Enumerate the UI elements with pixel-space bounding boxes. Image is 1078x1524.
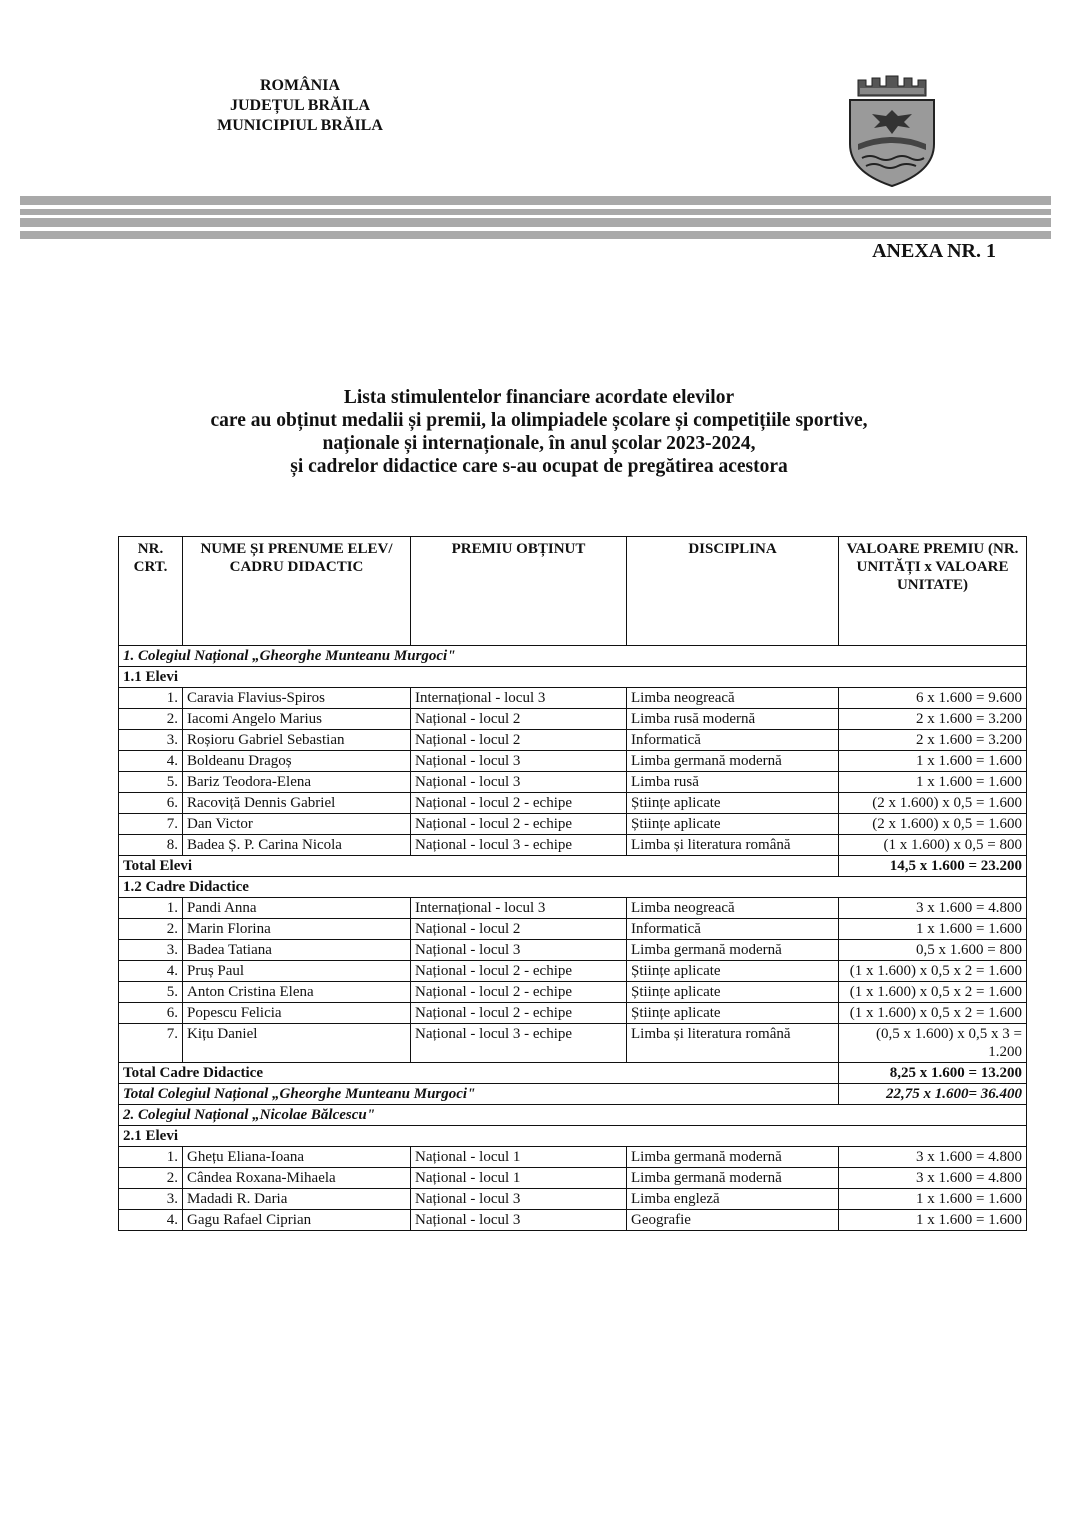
cell-value: 6 x 1.600 = 9.600	[839, 688, 1027, 709]
cell-prize: Național - locul 2 - echipe	[411, 793, 627, 814]
subsection-label: 1.2 Cadre Didactice	[119, 877, 1027, 898]
cell-nr: 6.	[119, 1003, 183, 1024]
braila-coat-of-arms	[844, 74, 940, 188]
title-line-1: Lista stimulentelor financiare acordate elevilor	[343, 387, 735, 408]
cell-name: Gagu Rafael Ciprian	[183, 1210, 411, 1231]
awards-table	[118, 536, 1027, 1231]
cell-nr: 1.	[119, 898, 183, 919]
table-row	[119, 751, 1027, 772]
cell-value: 2 x 1.600 = 3.200	[839, 709, 1027, 730]
total-students-value: 14,5 x 1.600 = 23.200	[839, 856, 1027, 877]
cell-discipline: Științe aplicate	[627, 814, 839, 835]
table-row	[119, 961, 1027, 982]
cell-name: Kițu Daniel	[183, 1024, 411, 1063]
cell-value: 1 x 1.600 = 1.600	[839, 1189, 1027, 1210]
title-line-4: și cadrelor didactice care s-au ocupat de pregătirea acestora	[290, 456, 788, 477]
header-discipline: DISCIPLINA	[627, 537, 839, 646]
cell-discipline: Limba și literatura română	[627, 835, 839, 856]
cell-nr: 4.	[119, 1210, 183, 1231]
table-row	[119, 1003, 1027, 1024]
cell-value: 3 x 1.600 = 4.800	[839, 1147, 1027, 1168]
cell-value: (2 x 1.600) x 0,5 = 1.600	[839, 793, 1027, 814]
cell-value: 1 x 1.600 = 1.600	[839, 751, 1027, 772]
cell-nr: 2.	[119, 709, 183, 730]
cell-nr: 2.	[119, 919, 183, 940]
cell-nr: 4.	[119, 961, 183, 982]
cell-prize: Internațional - locul 3	[411, 898, 627, 919]
cell-value: 0,5 x 1.600 = 800	[839, 940, 1027, 961]
header-municipality: MUNICIPIUL BRĂILA	[217, 117, 383, 134]
cell-value: 2 x 1.600 = 3.200	[839, 730, 1027, 751]
table-row	[119, 982, 1027, 1003]
school-section-row	[119, 646, 1027, 667]
cell-discipline: Științe aplicate	[627, 982, 839, 1003]
table-row	[119, 793, 1027, 814]
cell-discipline: Limba germană modernă	[627, 940, 839, 961]
institution-header	[200, 76, 400, 136]
cell-prize: Național - locul 1	[411, 1147, 627, 1168]
total-students-label: Total Elevi	[119, 856, 839, 877]
cell-discipline: Limba rusă modernă	[627, 709, 839, 730]
table-row	[119, 919, 1027, 940]
cell-value: 3 x 1.600 = 4.800	[839, 898, 1027, 919]
cell-value: (1 x 1.600) x 0,5 x 2 = 1.600	[839, 1003, 1027, 1024]
cell-name: Pandi Anna	[183, 898, 411, 919]
table-row	[119, 772, 1027, 793]
subsection-row	[119, 667, 1027, 688]
cell-name: Ghețu Eliana-Ioana	[183, 1147, 411, 1168]
cell-prize: Național - locul 3	[411, 772, 627, 793]
cell-discipline: Limba germană modernă	[627, 751, 839, 772]
table-row	[119, 814, 1027, 835]
cell-prize: Național - locul 2 - echipe	[411, 982, 627, 1003]
cell-prize: Național - locul 1	[411, 1168, 627, 1189]
cell-value: 1 x 1.600 = 1.600	[839, 1210, 1027, 1231]
total-teachers-value: 8,25 x 1.600 = 13.200	[839, 1063, 1027, 1084]
cell-name: Dan Victor	[183, 814, 411, 835]
cell-name: Anton Cristina Elena	[183, 982, 411, 1003]
cell-discipline: Informatică	[627, 730, 839, 751]
title-line-3: naționale și internaționale, în anul școlar 2023-2024,	[322, 433, 756, 454]
subsection-label: 2.1 Elevi	[119, 1126, 1027, 1147]
cell-name: Iacomi Angelo Marius	[183, 709, 411, 730]
cell-name: Popescu Felicia	[183, 1003, 411, 1024]
cell-discipline: Limba rusă	[627, 772, 839, 793]
cell-nr: 2.	[119, 1168, 183, 1189]
cell-name: Madadi R. Daria	[183, 1189, 411, 1210]
cell-name: Caravia Flavius-Spiros	[183, 688, 411, 709]
cell-discipline: Științe aplicate	[627, 1003, 839, 1024]
table-row	[119, 835, 1027, 856]
cell-prize: Național - locul 3	[411, 1210, 627, 1231]
header-country: ROMÂNIA	[260, 77, 340, 94]
header-name: NUME ȘI PRENUME ELEV/ CADRU DIDACTIC	[183, 537, 411, 646]
total-row	[119, 1063, 1027, 1084]
cell-prize: Național - locul 3 - echipe	[411, 835, 627, 856]
cell-nr: 3.	[119, 940, 183, 961]
cell-prize: Național - locul 2 - echipe	[411, 961, 627, 982]
table-row	[119, 898, 1027, 919]
header-county: JUDEȚUL BRĂILA	[229, 97, 371, 114]
cell-value: (2 x 1.600) x 0,5 = 1.600	[839, 814, 1027, 835]
table-row	[119, 730, 1027, 751]
header-decorative-bands	[20, 196, 1051, 239]
cell-name: Bariz Teodora-Elena	[183, 772, 411, 793]
subsection-row	[119, 1126, 1027, 1147]
cell-prize: Național - locul 2	[411, 709, 627, 730]
cell-discipline: Limba germană modernă	[627, 1147, 839, 1168]
annex-number: ANEXA NR. 1	[872, 240, 996, 262]
cell-value: (1 x 1.600) x 0,5 = 800	[839, 835, 1027, 856]
school-total-row	[119, 1084, 1027, 1105]
cell-value: 1 x 1.600 = 1.600	[839, 919, 1027, 940]
cell-name: Roșioru Gabriel Sebastian	[183, 730, 411, 751]
cell-prize: Național - locul 2	[411, 730, 627, 751]
cell-name: Pruș Paul	[183, 961, 411, 982]
cell-discipline: Informatică	[627, 919, 839, 940]
cell-discipline: Geografie	[627, 1210, 839, 1231]
cell-nr: 5.	[119, 982, 183, 1003]
cell-name: Racoviță Dennis Gabriel	[183, 793, 411, 814]
school-section-row	[119, 1105, 1027, 1126]
cell-value: 3 x 1.600 = 4.800	[839, 1168, 1027, 1189]
total-row	[119, 856, 1027, 877]
header-nr: NR. CRT.	[119, 537, 183, 646]
cell-nr: 4.	[119, 751, 183, 772]
cell-name: Boldeanu Dragoș	[183, 751, 411, 772]
school-total-label: Total Colegiul Național „Gheorghe Munteanu Murgoci"	[119, 1084, 839, 1105]
table-row	[119, 1210, 1027, 1231]
subsection-label: 1.1 Elevi	[119, 667, 1027, 688]
document-title	[90, 386, 988, 478]
cell-discipline: Limba și literatura română	[627, 1024, 839, 1063]
cell-nr: 3.	[119, 730, 183, 751]
cell-prize: Național - locul 2	[411, 919, 627, 940]
cell-discipline: Științe aplicate	[627, 961, 839, 982]
table-row	[119, 1147, 1027, 1168]
cell-value: (1 x 1.600) x 0,5 x 2 = 1.600	[839, 961, 1027, 982]
cell-nr: 1.	[119, 688, 183, 709]
table-header-row	[119, 537, 1027, 646]
table-row	[119, 940, 1027, 961]
cell-discipline: Limba engleză	[627, 1189, 839, 1210]
cell-prize: Național - locul 2 - echipe	[411, 1003, 627, 1024]
cell-name: Badea Tatiana	[183, 940, 411, 961]
cell-discipline: Limba neogreacă	[627, 688, 839, 709]
cell-prize: Național - locul 3	[411, 1189, 627, 1210]
cell-nr: 1.	[119, 1147, 183, 1168]
cell-name: Badea Ș. P. Carina Nicola	[183, 835, 411, 856]
total-teachers-label: Total Cadre Didactice	[119, 1063, 839, 1084]
cell-prize: Național - locul 3 - echipe	[411, 1024, 627, 1063]
cell-nr: 7.	[119, 1024, 183, 1063]
table-row	[119, 1168, 1027, 1189]
cell-nr: 7.	[119, 814, 183, 835]
cell-nr: 3.	[119, 1189, 183, 1210]
cell-value: (0,5 x 1.600) x 0,5 x 3 = 1.200	[839, 1024, 1027, 1063]
header-value: VALOARE PREMIU (NR. UNITĂȚI x VALOARE UNITATE)	[839, 537, 1027, 646]
table-row	[119, 1189, 1027, 1210]
school-name: 2. Colegiul Național „Nicolae Bălcescu"	[119, 1105, 1027, 1126]
cell-value: 1 x 1.600 = 1.600	[839, 772, 1027, 793]
school-total-value: 22,75 x 1.600= 36.400	[839, 1084, 1027, 1105]
cell-prize: Național - locul 3	[411, 751, 627, 772]
table-row	[119, 709, 1027, 730]
cell-value: (1 x 1.600) x 0,5 x 2 = 1.600	[839, 982, 1027, 1003]
cell-name: Marin Florina	[183, 919, 411, 940]
cell-prize: Național - locul 2 - echipe	[411, 814, 627, 835]
header-prize: PREMIU OBȚINUT	[411, 537, 627, 646]
cell-discipline: Limba neogreacă	[627, 898, 839, 919]
table-row	[119, 688, 1027, 709]
cell-discipline: Științe aplicate	[627, 793, 839, 814]
cell-nr: 6.	[119, 793, 183, 814]
title-line-2: care au obținut medalii și premii, la olimpiadele școlare și competițiile sportive,	[210, 410, 868, 431]
table-row	[119, 1024, 1027, 1063]
cell-prize: Național - locul 3	[411, 940, 627, 961]
cell-nr: 8.	[119, 835, 183, 856]
cell-prize: Internațional - locul 3	[411, 688, 627, 709]
cell-nr: 5.	[119, 772, 183, 793]
cell-name: Cândea Roxana-Mihaela	[183, 1168, 411, 1189]
school-name: 1. Colegiul Național „Gheorghe Munteanu Murgoci"	[119, 646, 1027, 667]
cell-discipline: Limba germană modernă	[627, 1168, 839, 1189]
subsection-row	[119, 877, 1027, 898]
